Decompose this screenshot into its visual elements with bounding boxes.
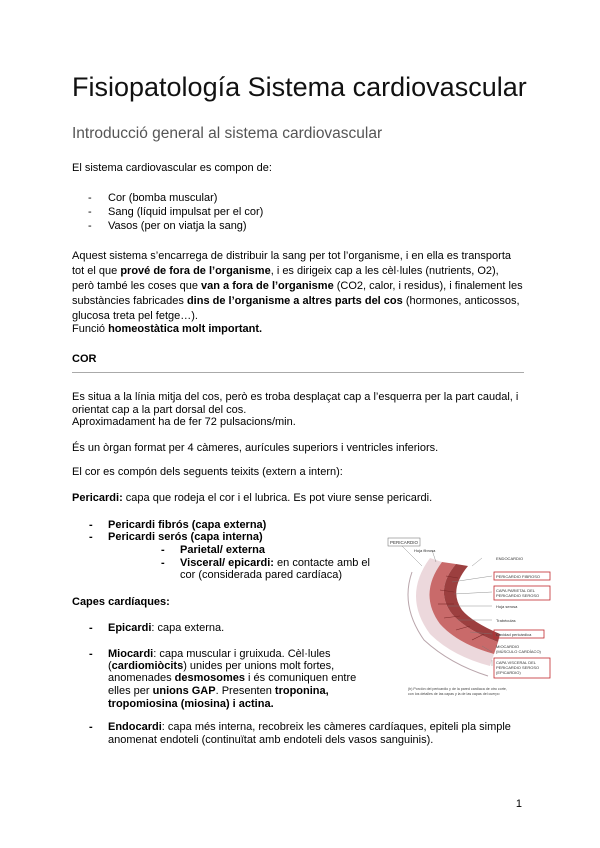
trabeculas-label: Trabéculas	[496, 618, 516, 623]
list-item: Sang (líquid impulsat per el cor)	[108, 206, 264, 218]
capes-heading: Capes cardíaques:	[72, 596, 170, 608]
text-line: Endocardi: capa més interna, recobreix les càmeres cardíaques, epiteli pla simple	[108, 721, 511, 733]
list-bullet: -	[88, 192, 92, 204]
miocardio-label-2: (MÚSCULO CARDÍACO)	[496, 649, 541, 654]
intro-text: El sistema cardiovascular es compon de:	[72, 162, 272, 174]
list-item: Parietal/ externa	[180, 544, 265, 556]
list-bullet: -	[89, 648, 93, 660]
pericardio-fibroso-label: PERICARDIO FIBROSO	[496, 574, 541, 579]
list-bullet: -	[88, 220, 92, 232]
capa-parietal-label: CAPA PARIETAL DEL	[496, 588, 535, 593]
capa-parietal-label-2: PERICARDIO SEROSO	[496, 593, 540, 598]
text-line: glucosa treta pel fetge…).	[72, 310, 198, 322]
list-bullet: -	[89, 519, 93, 531]
list-item: Vasos (per on viatja la sang)	[108, 220, 247, 232]
figure-caption: (b) Porción del pericardio y de la pared cardíaca de otro corte,	[408, 687, 507, 691]
heart-wall-figure	[372, 536, 558, 698]
text-line: Aproximadament ha de fer 72 pulsacions/min.	[72, 416, 296, 428]
list-bullet: -	[161, 557, 165, 569]
capa-visceral-label: CAPA VISCERAL DEL	[496, 660, 537, 665]
miocardio-label: MIOCARDIO	[496, 644, 520, 649]
list-item: Cor (bomba muscular)	[108, 192, 218, 204]
capa-visceral-label-3: (EPICARDIO)	[496, 670, 521, 675]
list-bullet: -	[89, 622, 93, 634]
figure-caption-2: con los detalles de las capas y la de las capas del cuerpo	[408, 692, 500, 696]
cavidad-label: Cavidad pericárdica	[496, 632, 532, 637]
section-divider	[72, 372, 524, 373]
list-item: Pericardi fibrós (capa externa)	[108, 519, 267, 531]
list-bullet: -	[89, 531, 93, 543]
hoja-fibrosa-label: Hoja fibrosa	[414, 548, 436, 553]
text-line: (cardiomiòcits) unides per unions molt fortes,	[108, 660, 335, 672]
list-bullet: -	[88, 206, 92, 218]
text-line: tropomiosina (miosina) i actina.	[108, 698, 274, 710]
list-bullet: -	[161, 544, 165, 556]
page-subtitle: Introducció general al sistema cardiovascular	[72, 125, 383, 142]
text-line: elles per unions GAP. Presenten troponina,	[108, 685, 329, 697]
hoja-serosa-label: Hoja serosa	[496, 604, 518, 609]
paragraph-pericardi: Pericardi: capa que rodeja el cor i el lubrica. Es pot viure sense pericardi.	[72, 492, 433, 504]
list-item: Visceral/ epicardi: en contacte amb el	[180, 557, 370, 569]
section-heading-cor: COR	[72, 353, 97, 365]
list-bullet: -	[89, 721, 93, 733]
text-line: tot el que prové de fora de l’organisme, i es dirigeix cap a les cèl·lules (nutrients, O2),	[72, 265, 499, 277]
paragraph-tissues: El cor es compón dels seguents teixits (extern a intern):	[72, 466, 343, 478]
text-line: Funció homeostàtica molt important.	[72, 323, 263, 335]
text-line: anomenat endoteli (continuïtat amb endoteli dels vasos sanguinis).	[108, 734, 434, 746]
paragraph-chambers: És un òrgan format per 4 càmeres, aurícules superiors i ventricles inferiors.	[72, 442, 439, 454]
page-title: Fisiopatología Sistema cardiovascular	[72, 72, 527, 102]
capa-visceral-label-2: PERICARDIO SEROSO	[496, 665, 540, 670]
text-line: orientat cap a la part dorsal del cos.	[72, 404, 247, 416]
page-number: 1	[515, 798, 522, 810]
text-line: Es situa a la línia mitja del cos, però es troba desplaçat cap a l’esquerra per la part caudal, i	[72, 391, 519, 403]
list-item: Pericardi serós (capa interna)	[108, 531, 263, 543]
text-line: Aquest sistema s’encarrega de distribuir la sang per tot l’organisme, i en ella es transporta	[72, 250, 512, 262]
text-line: però també les coses que van a fora de l’organisme (CO2, calor, i residus), i finalement les	[72, 280, 523, 292]
text-line: anomenades desmosomes i és comuniquen entre	[108, 672, 357, 684]
epicardi-item: Epicardi: capa externa.	[108, 622, 225, 634]
pericardio-label: PERICARDIO	[390, 540, 419, 545]
text-line: substàncies fabricades dins de l’organisme a altres parts del cos (hormones, anticossos,	[72, 295, 520, 307]
list-item-continued: cor (considerada pared cardíaca)	[180, 569, 343, 581]
endocardio-label: ENDOCARDIO	[496, 556, 524, 561]
text-line: Miocardi: capa muscular i gruixuda. Cèl·lules	[108, 648, 331, 660]
